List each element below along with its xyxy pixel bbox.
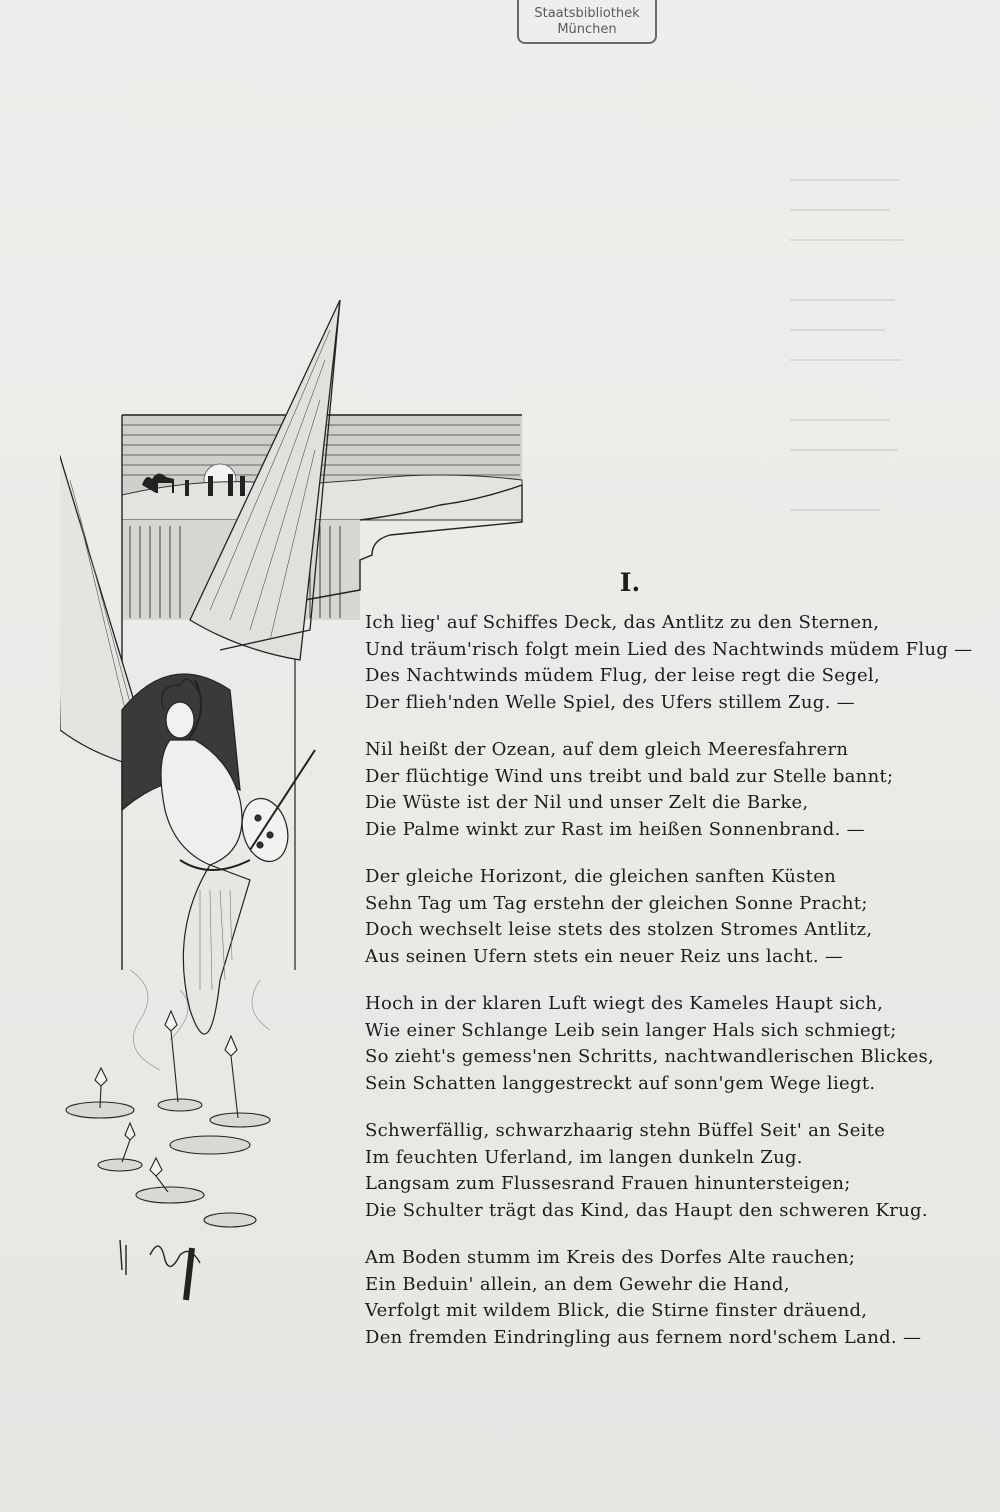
- poem-line: Ich lieg' auf Schiffes Deck, das Antlitz zu den Sternen,: [365, 612, 880, 633]
- poem-line: Doch wechselt leise stets des stolzen Stromes Antlitz,: [365, 919, 873, 940]
- stanza: [365, 864, 965, 970]
- stamp-line-2: München: [557, 22, 617, 37]
- poem-line: Sein Schatten langgestreckt auf sonn'gem Wege liegt.: [365, 1072, 876, 1094]
- poem-line: Die Schulter trägt das Kind, das Haupt den schweren Krug.: [365, 1199, 928, 1221]
- library-stamp: [517, 0, 657, 44]
- stamp-line-1: Staatsbibliothek: [534, 6, 640, 21]
- poem-line: Hoch in der klaren Luft wiegt des Kameles Haupt sich,: [365, 993, 884, 1014]
- poem-line: Der flieh'nden Welle Spiel, des Ufers stillem Zug. —: [365, 691, 855, 713]
- poem-line: Die Palme winkt zur Rast im heißen Sonnenbrand. —: [365, 818, 865, 840]
- chapter-number: I.: [619, 568, 641, 597]
- poem: [365, 610, 973, 1372]
- stanza: [365, 1245, 965, 1351]
- poem-line: Die Wüste ist der Nil und unser Zelt die Barke,: [365, 792, 809, 813]
- poem-line: Ein Beduin' allein, an dem Gewehr die Hand,: [365, 1273, 790, 1295]
- stanza: [365, 991, 965, 1097]
- poem-line: Im feuchten Uferland, im langen dunkeln Zug.: [365, 1146, 803, 1168]
- stanza: [365, 737, 965, 843]
- poem-line: Des Nachtwinds müdem Flug, der leise regt die Segel,: [365, 665, 881, 686]
- poem-line: Langsam zum Flussesrand Frauen hinuntersteigen;: [365, 1173, 851, 1194]
- poem-line: Nil heißt der Ozean, auf dem gleich Meeresfahrern: [365, 739, 849, 760]
- poem-line: Und träum'risch folgt mein Lied des Nachtwinds müdem Flug —: [365, 638, 973, 660]
- poem-line: Der flüchtige Wind uns treibt und bald zur Stelle bannt;: [365, 765, 894, 787]
- woman-with-palette: [161, 679, 315, 1034]
- stanza: [365, 1118, 965, 1224]
- stanza: [365, 610, 973, 716]
- bleed-through-marks: [790, 170, 910, 530]
- poem-line: So zieht's gemess'nen Schritts, nachtwandlerischen Blickes,: [365, 1046, 935, 1067]
- signature: [120, 1240, 200, 1300]
- poem-line: Der gleiche Horizont, die gleichen sanften Küsten: [365, 866, 837, 887]
- poem-line: Verfolgt mit wildem Blick, die Stirne finster dräuend,: [365, 1300, 868, 1321]
- poem-line: Aus seinen Ufern stets ein neuer Reiz uns lacht. —: [365, 945, 844, 967]
- poem-line: Schwerfällig, schwarzhaarig stehn Büffel Seit' an Seite: [365, 1120, 886, 1141]
- water-lilies: [66, 1011, 270, 1227]
- poem-line: Den fremden Eindringling aus fernem nord'schem Land. —: [365, 1326, 922, 1348]
- poem-line: Sehn Tag um Tag erstehn der gleichen Sonne Pracht;: [365, 892, 868, 914]
- poem-line: Am Boden stumm im Kreis des Dorfes Alte rauchen;: [365, 1247, 856, 1268]
- poem-line: Wie einer Schlange Leib sein langer Hals sich schmiegt;: [365, 1019, 897, 1041]
